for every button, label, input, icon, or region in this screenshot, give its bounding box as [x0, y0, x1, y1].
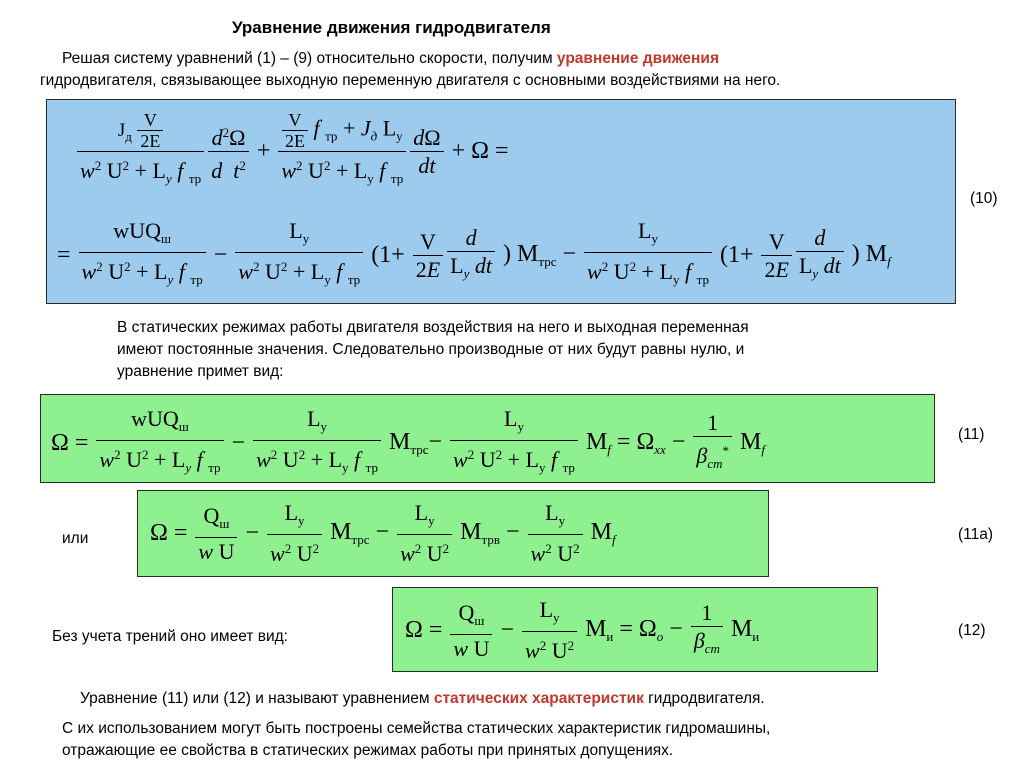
equation-12: Ω = $\frac{Q_ш}{\text{w U}}$ − $\frac{L_у}{w^2 U^2}$ $M_и = \Omega_о$ − $\frac{1}{\beta_{ст}}$ $M_и$: [405, 597, 760, 663]
equation-10-box: [46, 99, 956, 304]
equation-number-11: (11): [958, 426, 985, 443]
page-title: Уравнение движения гидродвигателя: [232, 18, 551, 37]
conclusion-text-1: Уравнение (11) или (12) и называют уравнением: [80, 690, 434, 707]
equation-11a-box: [137, 490, 769, 577]
equation-11-box: [40, 394, 935, 483]
equation-number-11a: (11а): [958, 526, 994, 543]
intro-text: Решая систему уравнений (1) – (9) относительно скорости, получим: [62, 50, 557, 67]
conclusion-text-2: гидродвигателя.: [643, 690, 765, 707]
intro-line-1: [62, 48, 992, 69]
no-friction-label: Без учета трений оно имеет вид:: [52, 628, 288, 645]
equation-11a: Ω = $\frac{Q_ш}{\text{w U}}$ − $\frac{L_у}{w^2 U^2}$ $M_{трс}$ − $\frac{L_у}{w^2 U^2}$ $M_{трв}$ − $\frac{L_у}{w^2 U^2}$ $M_f$: [150, 500, 616, 566]
final-text-line-1: С их использованием могут быть построены семейства статических характеристик гидромашины,: [62, 720, 771, 737]
equation-10-line-2: = $\frac{wUQ_ш}{w^2 U^2 + L_y f _{тр}}$ − $\frac{L_у}{w^2 U^2 + L_у f _{тр}}$ (1+ $\frac{V}{2E}$ $\frac{d}{L_y dt}$ ) $M_{трс}$ − $\frac{L_у}{w^2 U^2 + L_у f _{тр}}$ (1+ $\frac{V}{2E}$ $\frac{d}{L_y dt}$ ) $M_f$: [57, 218, 891, 287]
equation-10-line-1: $J_д$ $\frac{V}{2E}$ $w^2$ $U^2 + L_y$ f $_{тр}$ $\frac{d^2\Omega}{d t^2}$ + $\frac{V}{2E}$ f $_{тр} + J_д$ $L_у$ $w^2$ $U^2 + L_у$ f $_{тр}$ $\frac{d\Omega}{dt}$ + Ω =: [77, 110, 513, 192]
or-label: или: [62, 530, 89, 547]
equation-12-box: [392, 587, 878, 672]
conclusion-highlight: статических характеристик: [433, 690, 644, 707]
intro-line-2: гидродвигателя, связывающее выходную переменную двигателя с основными воздействиями на него.: [40, 72, 781, 89]
final-text-line-2: отражающие ее свойства в статических режимах работы при принятых допущениях.: [62, 742, 674, 759]
equation-number-10: (10): [970, 190, 998, 207]
static-text-line-3: уравнение примет вид:: [117, 363, 284, 380]
static-text-line-2: имеют постоянные значения. Следовательно производные от них будут равны нулю, и: [117, 341, 745, 358]
static-text-line-1: В статических режимах работы двигателя воздействия на него и выходная переменная: [117, 319, 749, 336]
equation-11: Ω = $\frac{wUQ_ш}{w^2 U^2 + L_y f _{тр}}$ − $\frac{L_у}{w^2 U^2 + L_у f _{тр}}$ $M_{трс}-$ $\frac{L_у}{w^2 U^2 + L_у f _{тр}}$ $M_f = \Omega_{xx}$ − $\frac{1}{\beta_{ст}^*}$ $M_f$: [51, 406, 765, 475]
conclusion-line: [80, 688, 1000, 709]
intro-highlight: уравнение движения: [556, 50, 719, 67]
equation-number-12: (12): [958, 622, 986, 639]
